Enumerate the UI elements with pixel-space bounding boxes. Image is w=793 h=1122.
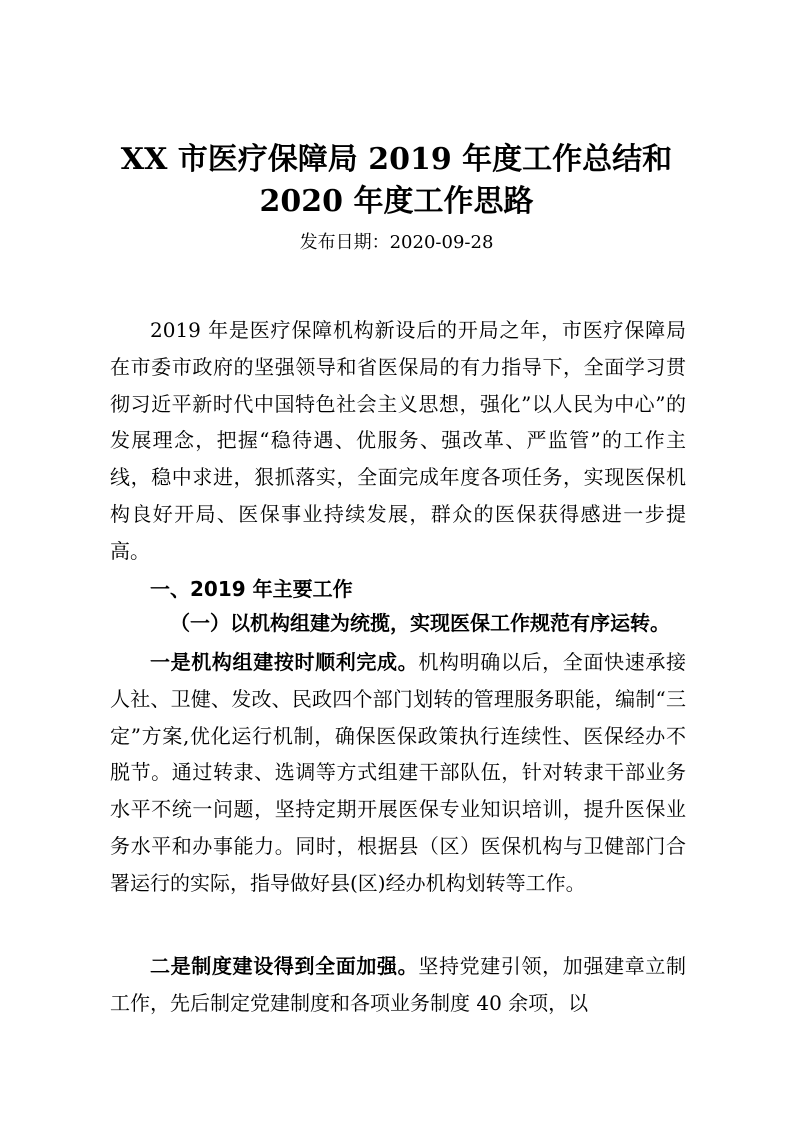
point-two-text: 坚持党建引领，加强建章立制工作，先后制定党建制度和各项业务制度 40 余项，以 (110, 954, 687, 1015)
document-title-line1: XX 市医疗保障局 2019 年度工作总结和 (120, 142, 673, 177)
point-one-text: 机构明确以后，全面快速承接人社、卫健、发改、民政四个部门划转的管理服务职能，编制“三定”方案,优化运行机制，确保医保政策执行连续性、医保经办不脱节。通过转隶、选调等方式组建干部队伍，针对转隶干部业务水平不统一问题，坚持定期开展医保专业知识培训，提升医保业务水平和办事能力。同时，根据县（区）医保机构与卫健部门合署运行的实际，指导做好县(区)经办机构划转等工作。 (110, 650, 687, 895)
paragraph-point-one (110, 644, 686, 902)
document-title-line2: 2020 年度工作思路 (259, 184, 534, 219)
subsection-heading: （一）以机构组建为统揽，实现医保工作规范有序运转。 (170, 611, 670, 635)
point-two-lead: 二是制度建设得到全面加强。 (150, 954, 419, 978)
intro-paragraph: 2019 年是医疗保障机构新设后的开局之年，市医疗保障局在市委市政府的坚强领导和省医保局的有力指导下，全面学习贯彻习近平新时代中国特色社会主义思想，强化”以人民为中心”的发展理念，把握“稳待遇、优服务、强改革、严监管”的工作主线，稳中求进，狠抓落实，全面完成年度各项任务，实现医保机构良好开局、医保事业持续发展，群众的医保获得感进一步提高。 (110, 318, 686, 563)
paragraph-point-two (110, 948, 686, 1022)
publish-date: 发布日期：2020-09-28 (299, 232, 494, 253)
section-heading: 一、2019 年主要工作 (150, 577, 353, 601)
point-one-lead: 一是机构组建按时顺利完成。 (150, 650, 419, 674)
